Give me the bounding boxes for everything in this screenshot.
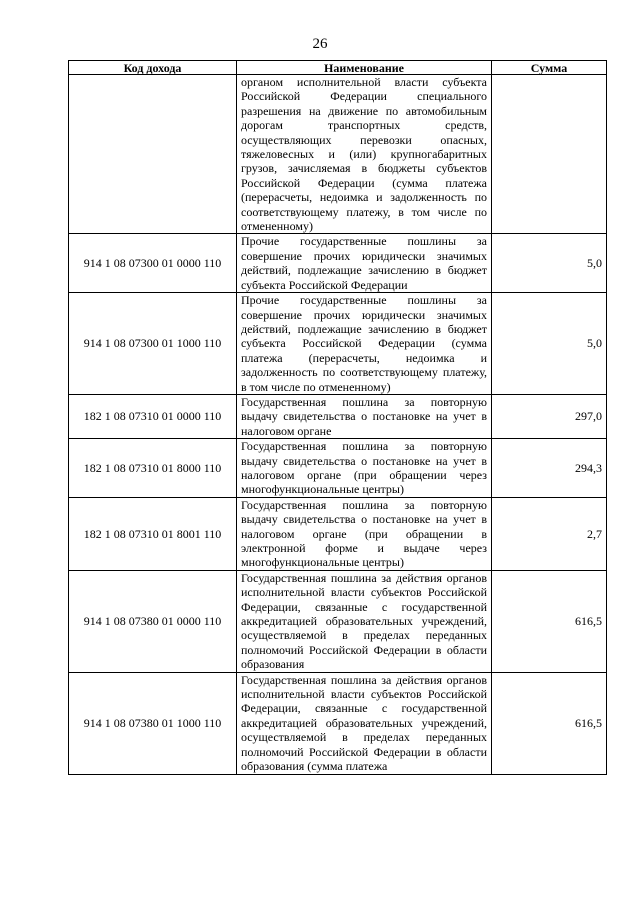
income-sum: 616,5	[492, 672, 607, 774]
income-sum	[492, 75, 607, 234]
income-sum: 294,3	[492, 439, 607, 498]
income-sum: 2,7	[492, 497, 607, 570]
table-row	[69, 570, 607, 672]
table-row	[69, 234, 607, 293]
income-name: Государственная пошлина за действия органов исполнительной власти субъектов Российской Федерации, связанные с государственной аккредитацией образовательных учреждений, осуществляемой в пределах переданных полномочий Российской Федерации в области образования (сумма платежа	[237, 672, 492, 774]
income-code: 182 1 08 07310 01 8000 110	[69, 439, 237, 498]
table-row	[69, 497, 607, 570]
income-code: 182 1 08 07310 01 8001 110	[69, 497, 237, 570]
header-row	[69, 61, 607, 75]
income-code: 914 1 08 07380 01 0000 110	[69, 570, 237, 672]
income-name: Государственная пошлина за повторную выдачу свидетельства о постановке на учет в налоговом органе	[237, 394, 492, 438]
income-code: 182 1 08 07310 01 0000 110	[69, 394, 237, 438]
income-name: Прочие государственные пошлины за совершение прочих юридически значимых действий, подлежащие зачислению в бюджет субъекта Российской Федерации (сумма платежа (перерасчеты, недоимка и задолженность по соответствующему платежу, в том числе по отмененному)	[237, 293, 492, 395]
header-sum: Сумма	[492, 61, 607, 75]
income-sum: 5,0	[492, 234, 607, 293]
table-row	[69, 439, 607, 498]
revenue-table	[68, 60, 607, 775]
table-row	[69, 394, 607, 438]
income-name: органом исполнительной власти субъекта Российской Федерации специального разрешения на движение по автомобильным дорогам транспортных средств, осуществляющих перевозки опасных, тяжеловесных и (или) крупногабаритных грузов, зачисляемая в бюджеты субъектов Российской Федерации (сумма платежа (перерасчеты, недоимка и задолженность по соответствующему платежу, в том числе по отмененному)	[237, 75, 492, 234]
income-sum: 5,0	[492, 293, 607, 395]
header-name: Наименование	[237, 61, 492, 75]
income-code: 914 1 08 07300 01 0000 110	[69, 234, 237, 293]
table-header	[69, 61, 607, 75]
income-sum: 297,0	[492, 394, 607, 438]
income-name: Государственная пошлина за действия органов исполнительной власти субъектов Российской Федерации, связанные с государственной аккредитацией образовательных учреждений, осуществляемой в пределах переданных полномочий Российской Федерации в области образования	[237, 570, 492, 672]
table-row	[69, 293, 607, 395]
income-code	[69, 75, 237, 234]
income-code: 914 1 08 07300 01 1000 110	[69, 293, 237, 395]
income-name: Государственная пошлина за повторную выдачу свидетельства о постановке на учет в налоговом органе (при обращении в электронной форме и выдаче через многофункциональные центры)	[237, 497, 492, 570]
income-name: Прочие государственные пошлины за совершение прочих юридически значимых действий, подлежащие зачислению в бюджет субъекта Российской Федерации	[237, 234, 492, 293]
page-number: 26	[312, 36, 328, 52]
header-code: Код дохода	[69, 61, 237, 75]
table-row	[69, 75, 607, 234]
income-name: Государственная пошлина за повторную выдачу свидетельства о постановке на учет в налоговом органе (при обращении через многофункциональные центры)	[237, 439, 492, 498]
income-code: 914 1 08 07380 01 1000 110	[69, 672, 237, 774]
table-row	[69, 672, 607, 774]
table-body	[69, 75, 607, 775]
income-sum: 616,5	[492, 570, 607, 672]
